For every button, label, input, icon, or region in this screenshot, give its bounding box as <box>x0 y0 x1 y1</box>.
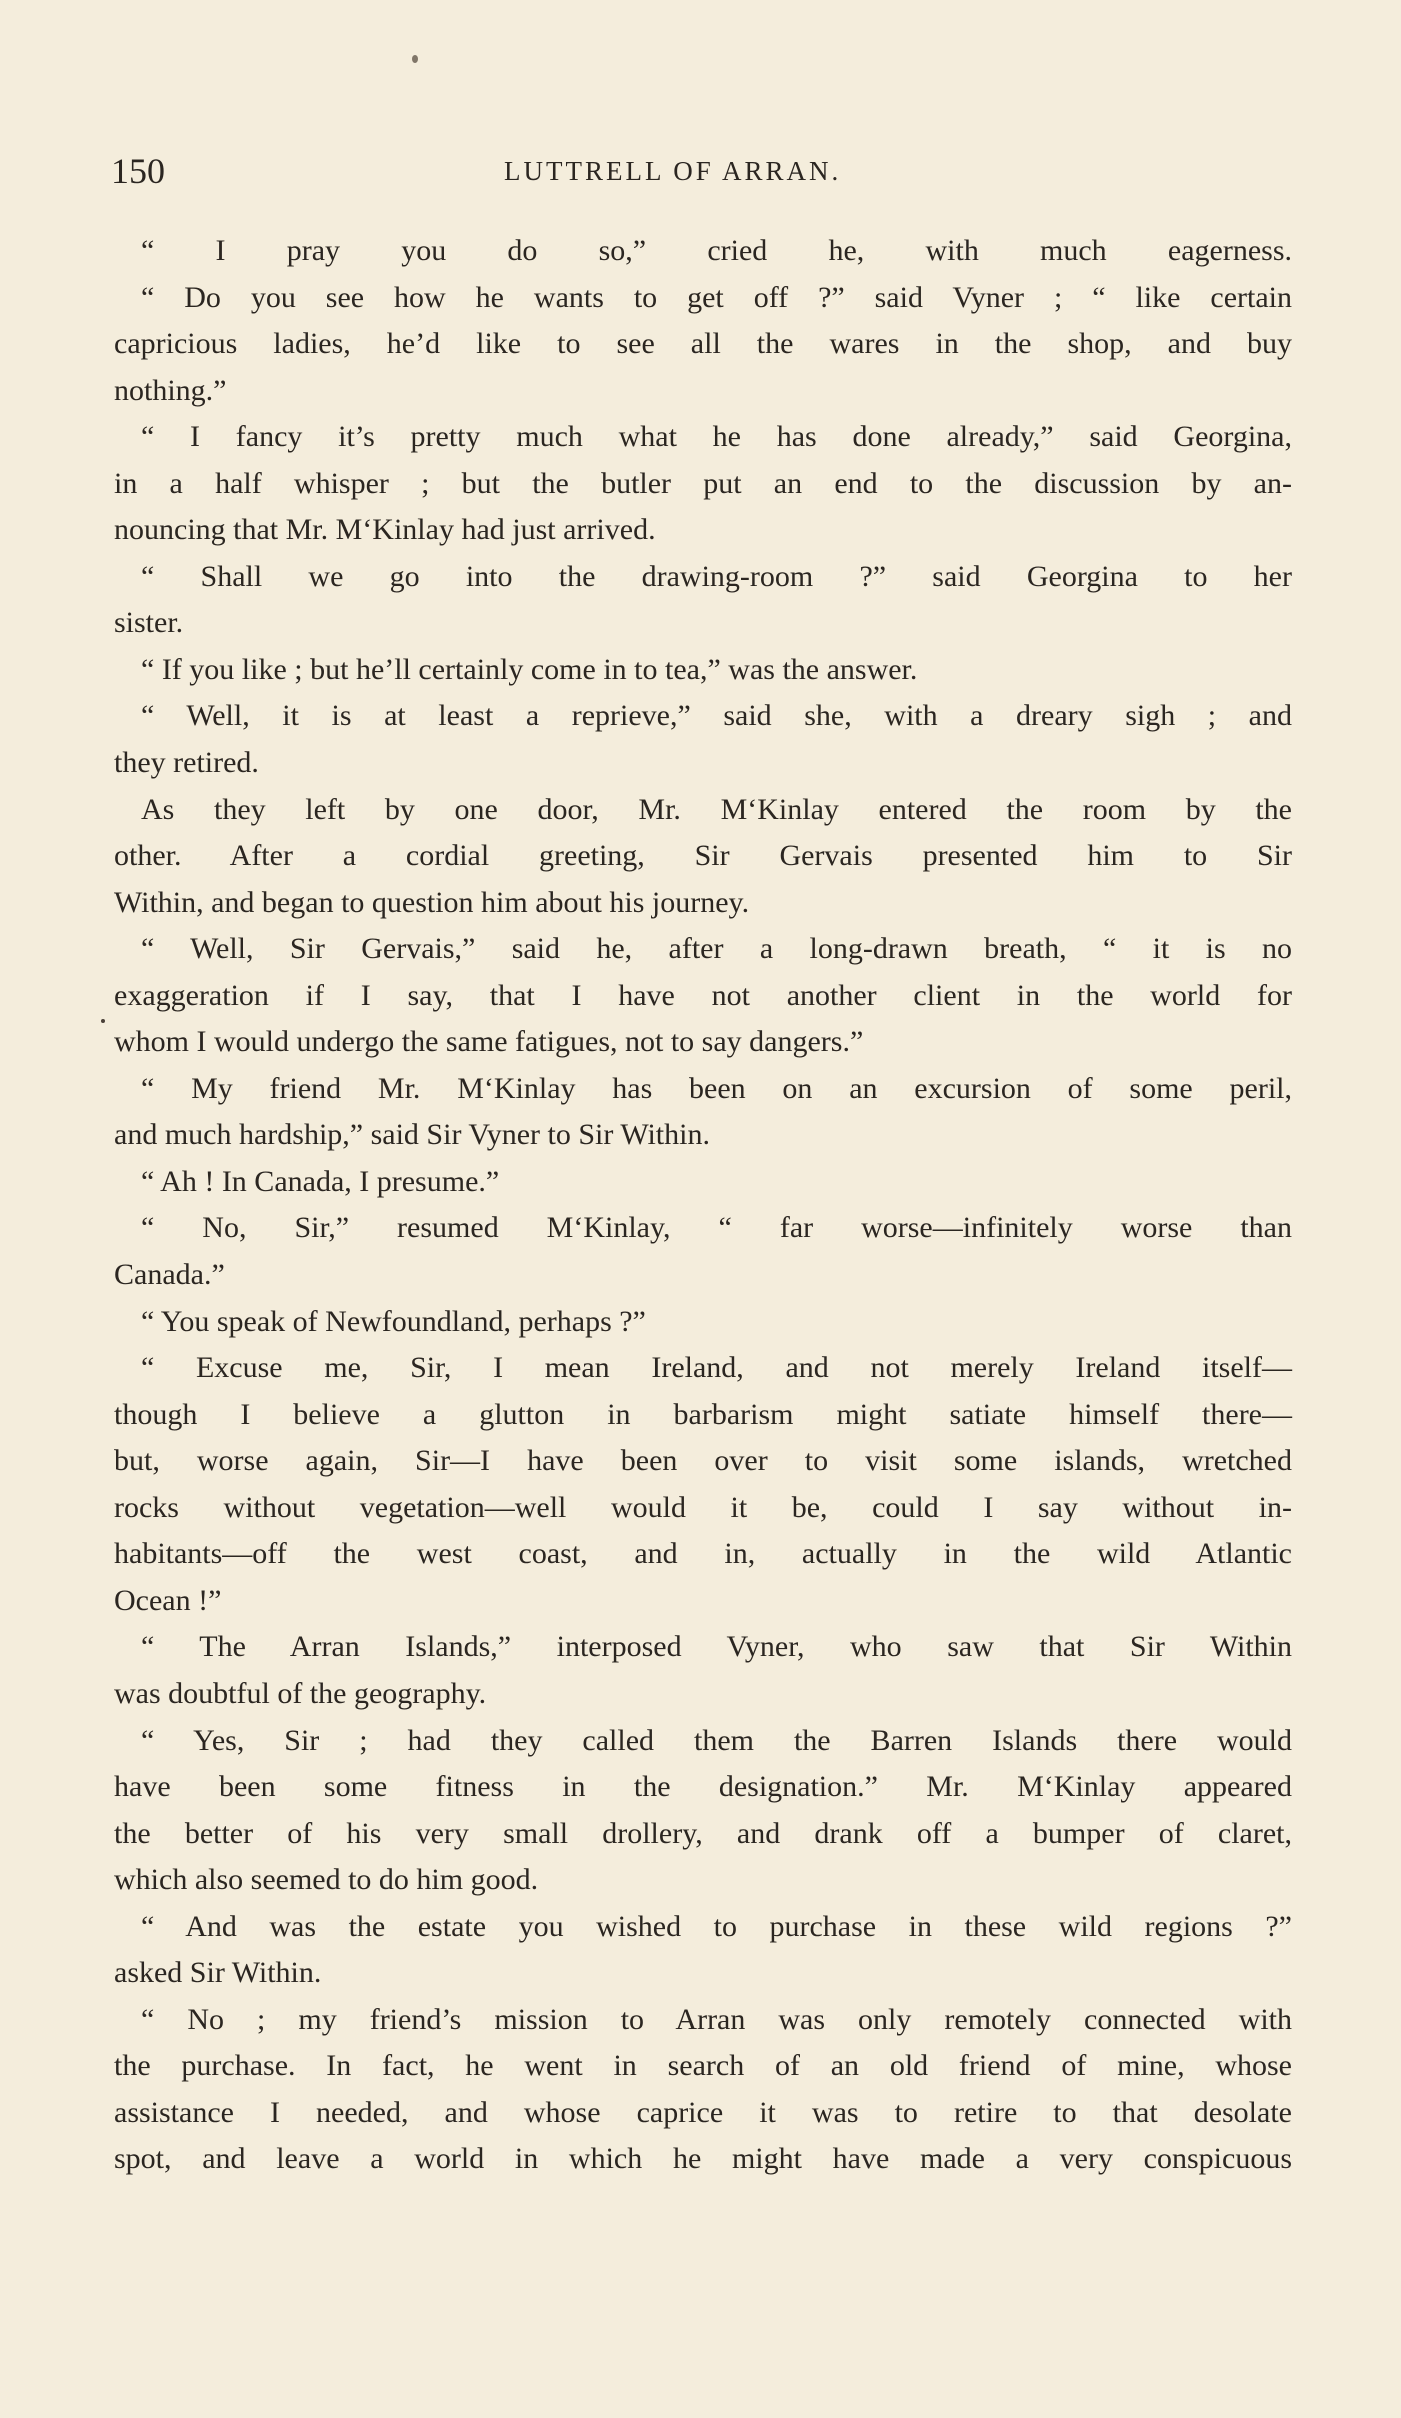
text-line: rocks without vegetation—well would it be, could I say without in- <box>114 1490 1292 1524</box>
text-line: which also seemed to do him good. <box>114 1863 539 1897</box>
text-line: habitants—off the west coast, and in, actually in the wild Atlantic <box>114 1537 1292 1571</box>
text-line: “ I pray you do so,” cried he, with much eagerness. <box>141 234 1292 267</box>
text-line: “ Yes, Sir ; had they called them the Barren Islands there would <box>141 1723 1292 1757</box>
text-line: asked Sir Within. <box>114 1956 322 1990</box>
text-line: As they left by one door, Mr. M‘Kinlay entered the room by the <box>141 792 1292 826</box>
body-text <box>114 228 1292 2183</box>
text-line: have been some fitness in the designation.” Mr. M‘Kinlay appeared <box>114 1770 1292 1804</box>
text-line: whom I would undergo the same fatigues, not to say dangers.” <box>114 1025 864 1059</box>
text-line: “ I fancy it’s pretty much what he has done already,” said Georgina, <box>141 420 1292 454</box>
text-line: “ Well, it is at least a reprieve,” said she, with a dreary sigh ; and <box>141 699 1292 733</box>
text-line: assistance I needed, and whose caprice it was to retire to that desolate <box>114 2095 1292 2129</box>
text-line: “ And was the estate you wished to purchase in these wild regions ?” <box>141 1909 1292 1943</box>
text-line: nothing.” <box>114 373 227 407</box>
running-head <box>111 148 1291 194</box>
text-line: they retired. <box>114 746 259 780</box>
text-line: other. After a cordial greeting, Sir Gervais presented him to Sir <box>114 839 1292 873</box>
text-line: “ You speak of Newfoundland, perhaps ?” <box>141 1304 646 1338</box>
text-line: nouncing that Mr. M‘Kinlay had just arrived. <box>114 513 656 547</box>
text-line: spot, and leave a world in which he might have made a very conspicuous <box>114 2142 1292 2176</box>
text-line: “ If you like ; but he’ll certainly come in to tea,” was the answer. <box>141 652 918 686</box>
text-line: “ No ; my friend’s mission to Arran was only remotely connected with <box>141 2002 1292 2036</box>
text-line: capricious ladies, he’d like to see all the wares in the shop, and buy <box>114 327 1292 361</box>
page-number: 150 <box>111 151 165 191</box>
text-line: “ Excuse me, Sir, I mean Ireland, and not merely Ireland itself— <box>141 1351 1292 1385</box>
text-line: “ The Arran Islands,” interposed Vyner, who saw that Sir Within <box>141 1630 1292 1664</box>
text-line: but, worse again, Sir—I have been over to visit some islands, wretched <box>114 1444 1292 1478</box>
text-line: was doubtful of the geography. <box>114 1676 487 1710</box>
text-line: though I believe a glutton in barbarism might satiate himself there— <box>114 1397 1292 1431</box>
text-line: and much hardship,” said Sir Vyner to Sir Within. <box>114 1118 710 1152</box>
text-line: Within, and began to question him about his journey. <box>114 885 750 919</box>
text-line: Ocean !” <box>114 1583 222 1617</box>
text-line: sister. <box>114 606 184 640</box>
text-line: “ Shall we go into the drawing-room ?” said Georgina to her <box>141 559 1292 593</box>
text-line: “ No, Sir,” resumed M‘Kinlay, “ far worse—infinitely worse than <box>141 1211 1292 1245</box>
running-title: LUTTRELL OF ARRAN. <box>504 156 842 186</box>
ink-speck <box>412 55 418 63</box>
text-line: Canada.” <box>114 1258 225 1292</box>
text-line: exaggeration if I say, that I have not another client in the world for <box>114 978 1292 1012</box>
text-line: “ Do you see how he wants to get off ?” said Vyner ; “ like certain <box>141 280 1292 314</box>
text-line: the better of his very small drollery, and drank off a bumper of claret, <box>114 1816 1292 1850</box>
margin-mark <box>101 1019 105 1023</box>
text-line: “ My friend Mr. M‘Kinlay has been on an excursion of some peril, <box>141 1071 1292 1105</box>
text-line: “ Well, Sir Gervais,” said he, after a long-drawn breath, “ it is no <box>141 932 1292 966</box>
text-line: the purchase. In fact, he went in search of an old friend of mine, whose <box>114 2049 1292 2083</box>
text-line: in a half whisper ; but the butler put an end to the discussion by an- <box>114 466 1292 500</box>
text-line: “ Ah ! In Canada, I presume.” <box>141 1164 500 1198</box>
